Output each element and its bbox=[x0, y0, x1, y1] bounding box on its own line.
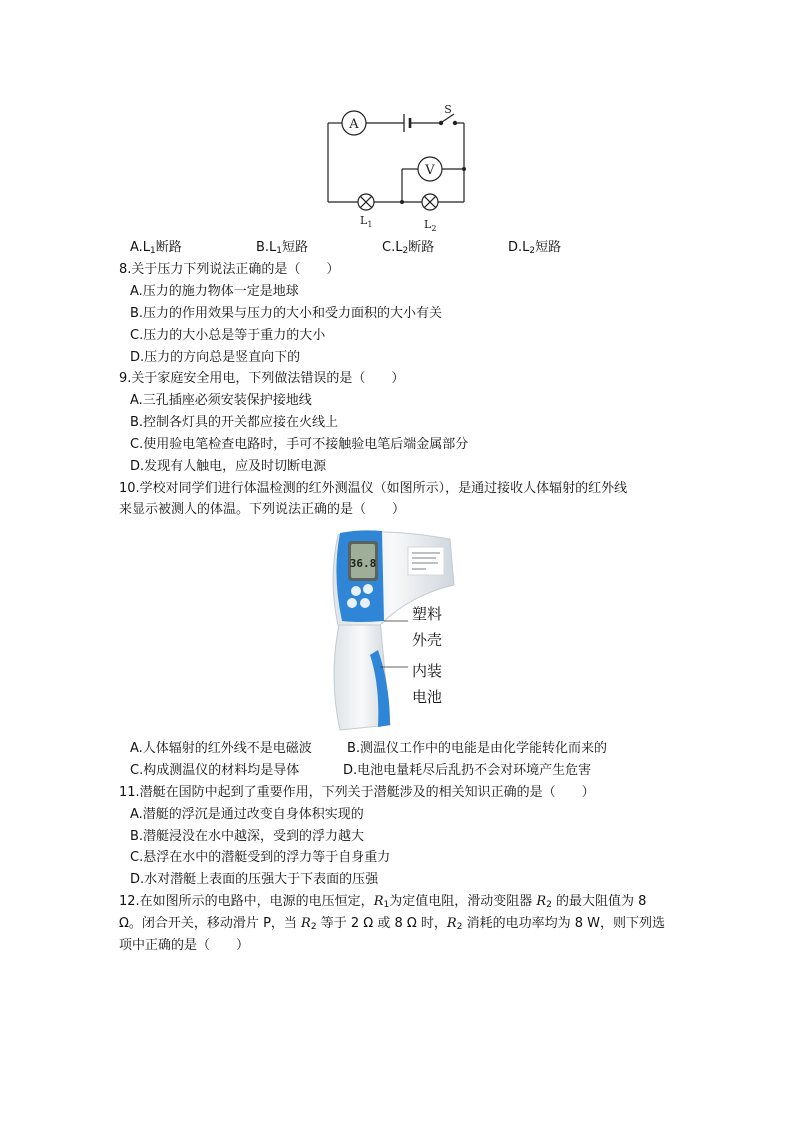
q10-stem-line1: 10.学校对同学们进行体温检测的红外测温仪（如图所示），是通过接收人体辐射的红外线 bbox=[119, 481, 628, 496]
q7-option-d[interactable]: $D.L_2$短路 bbox=[508, 240, 562, 256]
q10-option-d[interactable]: D.电池电量耗尽后乱扔不会对环境产生危害 bbox=[343, 763, 592, 778]
voltmeter-label: V bbox=[425, 163, 435, 178]
q11-stem: 11.潜艇在国防中起到了重要作用，下列关于潜艇涉及的相关知识正确的是（ ） bbox=[119, 785, 595, 800]
q9-option-d[interactable]: D.发现有人触电，应及时切断电源 bbox=[130, 459, 327, 474]
q8-option-b[interactable]: B.压力的作用效果与压力的大小和受力面积的大小有关 bbox=[130, 306, 443, 321]
q12-stem-line1: 12.在如图所示的电路中，电源的电压恒定，$R_1$为定值电阻，滑动变阻器 $R_2$ 的最大阻值为 8 bbox=[119, 894, 647, 910]
q8-option-d[interactable]: D.压力的方向总是竖直向下的 bbox=[130, 350, 301, 365]
circuit-diagram-q7 bbox=[318, 100, 480, 234]
q7-option-b[interactable]: $B.L_1$短路 bbox=[256, 240, 309, 256]
q9-stem: 9.关于家庭安全用电，下列做法错误的是（ ） bbox=[119, 371, 405, 386]
ammeter-label: A bbox=[349, 117, 359, 132]
q12-stem-line2: Ω。闭合开关，移动滑片 P，当 $R_2$ 等于 2 Ω 或 8 Ω 时，$R_2$ 消耗的电功率均为 8 W，则下列选 bbox=[119, 916, 665, 932]
q8-option-c[interactable]: C.压力的大小总是等于重力的大小 bbox=[130, 328, 326, 343]
q8-stem: 8.关于压力下列说法正确的是（ ） bbox=[119, 262, 340, 277]
q10-stem-line2: 来显示被测人的体温。下列说法正确的是（ ） bbox=[119, 502, 406, 517]
q9-option-a[interactable]: A.三孔插座必须安装保护接地线 bbox=[130, 393, 312, 408]
label-plastic-shell-2: 外壳 bbox=[412, 631, 443, 649]
q9-option-b[interactable]: B.控制各灯具的开关都应接在火线上 bbox=[130, 415, 339, 430]
q12-stem-line3: 项中正确的是（ ） bbox=[119, 938, 250, 953]
q7-option-c[interactable]: $C.L_2$断路 bbox=[382, 240, 435, 256]
q11-option-c[interactable]: C.悬浮在水中的潜艇受到的浮力等于自身重力 bbox=[130, 850, 391, 865]
q10-option-b[interactable]: B.测温仪工作中的电能是由化学能转化而来的 bbox=[347, 741, 608, 756]
q9-option-c[interactable]: C.使用验电笔检查电路时，手可不接触验电笔后端金属部分 bbox=[130, 437, 469, 452]
label-battery-2: 电池 bbox=[412, 688, 443, 706]
lamp-l1-label: $L_1$ bbox=[360, 214, 373, 229]
q7-option-a[interactable]: $A.L_1$断路 bbox=[130, 240, 182, 256]
label-battery-1: 内装 bbox=[412, 662, 443, 680]
q11-option-b[interactable]: B.潜艇浸没在水中越深，受到的浮力越大 bbox=[130, 829, 365, 844]
switch-label: S bbox=[444, 103, 452, 116]
thermometer-screen-reading: 36.8 bbox=[349, 557, 377, 570]
q10-option-a[interactable]: A.人体辐射的红外线不是电磁波 bbox=[130, 741, 312, 756]
q11-option-d[interactable]: D.水对潜艇上表面的压强大于下表面的压强 bbox=[130, 872, 379, 887]
lamp-l2-label: $L_2$ bbox=[424, 218, 437, 233]
q10-option-c[interactable]: C.构成测温仪的材料均是导体 bbox=[130, 763, 300, 778]
q11-option-a[interactable]: A.潜艇的浮沉是通过改变自身体积实现的 bbox=[130, 807, 364, 822]
label-plastic-shell-1: 塑料 bbox=[412, 605, 443, 623]
q8-option-a[interactable]: A.压力的施力物体一定是地球 bbox=[130, 284, 299, 299]
infrared-thermometer-figure bbox=[320, 525, 460, 733]
